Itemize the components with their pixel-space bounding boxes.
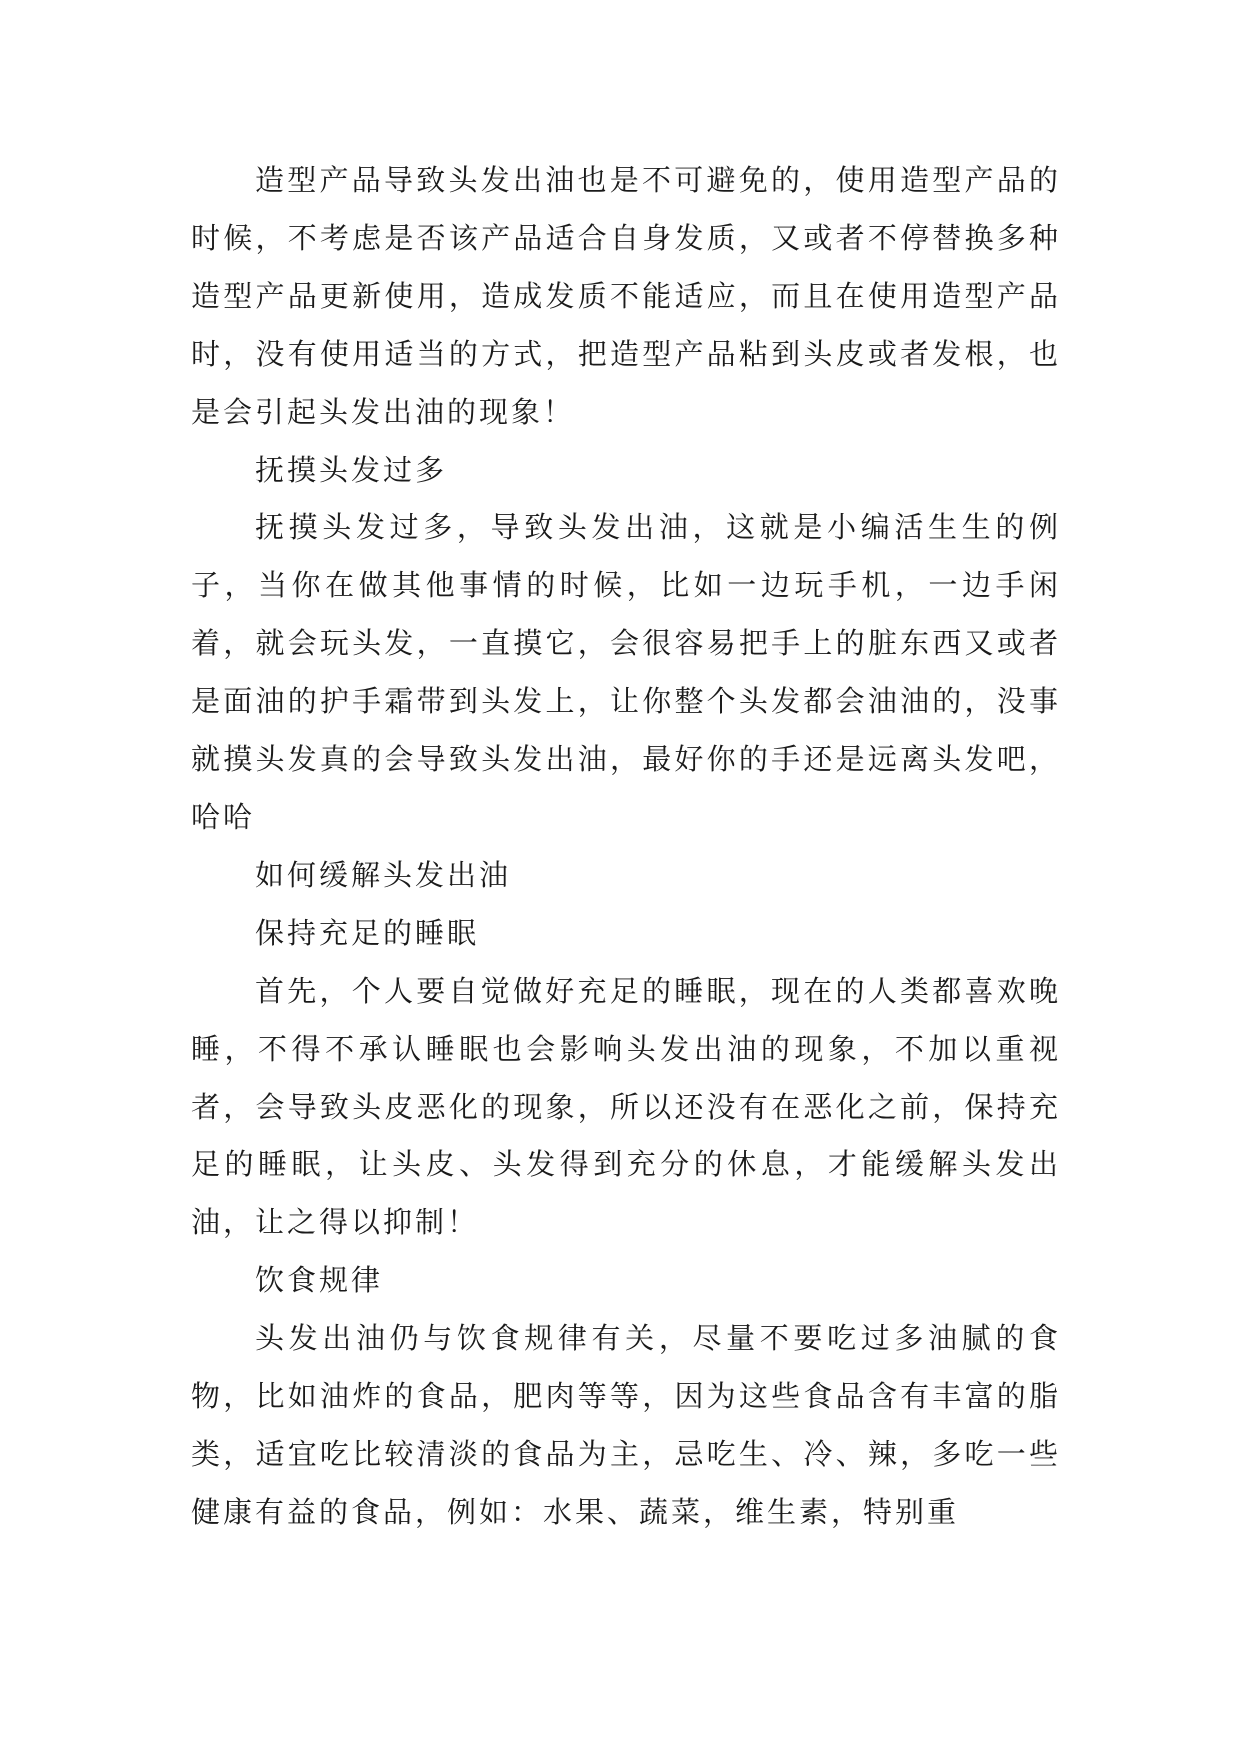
- heading-sleep: 保持充足的睡眠: [255, 915, 480, 950]
- paragraph-sleep: 首先，个人要自觉做好充足的睡眠，现在的人类都喜欢晚睡，不得不承认睡眠也会影响头发出油的现象，不加以重视者，会导致头皮恶化的现象，所以还没有在恶化之前，保持充足的睡眠，让头皮、头发得到充分的休息，才能缓解头发出油，让之得以抑制！: [191, 973, 1061, 1240]
- heading-relieve-oily-hair: 如何缓解头发出油: [255, 857, 512, 892]
- document-body: [191, 152, 1061, 1542]
- paragraph-touching-hair: 抚摸头发过多，导致头发出油，这就是小编活生生的例子，当你在做其他事情的时候，比如一边玩手机，一边手闲着，就会玩头发，一直摸它，会很容易把手上的脏东西又或者是面油的护手霜带到头发上，让你整个头发都会油油的，没事就摸头发真的会导致头发出油，最好你的手还是远离头发吧，哈哈: [191, 510, 1061, 834]
- heading-touching-hair: 抚摸头发过多: [255, 452, 448, 487]
- paragraph-styling-products: 造型产品导致头发出油也是不可避免的，使用造型产品的时候，不考虑是否该产品适合自身发质，又或者不停替换多种造型产品更新使用，造成发质不能适应，而且在使用造型产品时，没有使用适当的方式，把造型产品粘到头皮或者发根，也是会引起头发出油的现象！: [191, 163, 1061, 429]
- paragraph-diet: 头发出油仍与饮食规律有关，尽量不要吃过多油腻的食物，比如油炸的食品，肥肉等等，因为这些食品含有丰富的脂类，适宜吃比较清淡的食品为主，忌吃生、冷、辣，多吃一些健康有益的食品，例如：水果、蔬菜，维生素，特别重: [191, 1321, 1061, 1529]
- heading-diet: 饮食规律: [255, 1263, 384, 1298]
